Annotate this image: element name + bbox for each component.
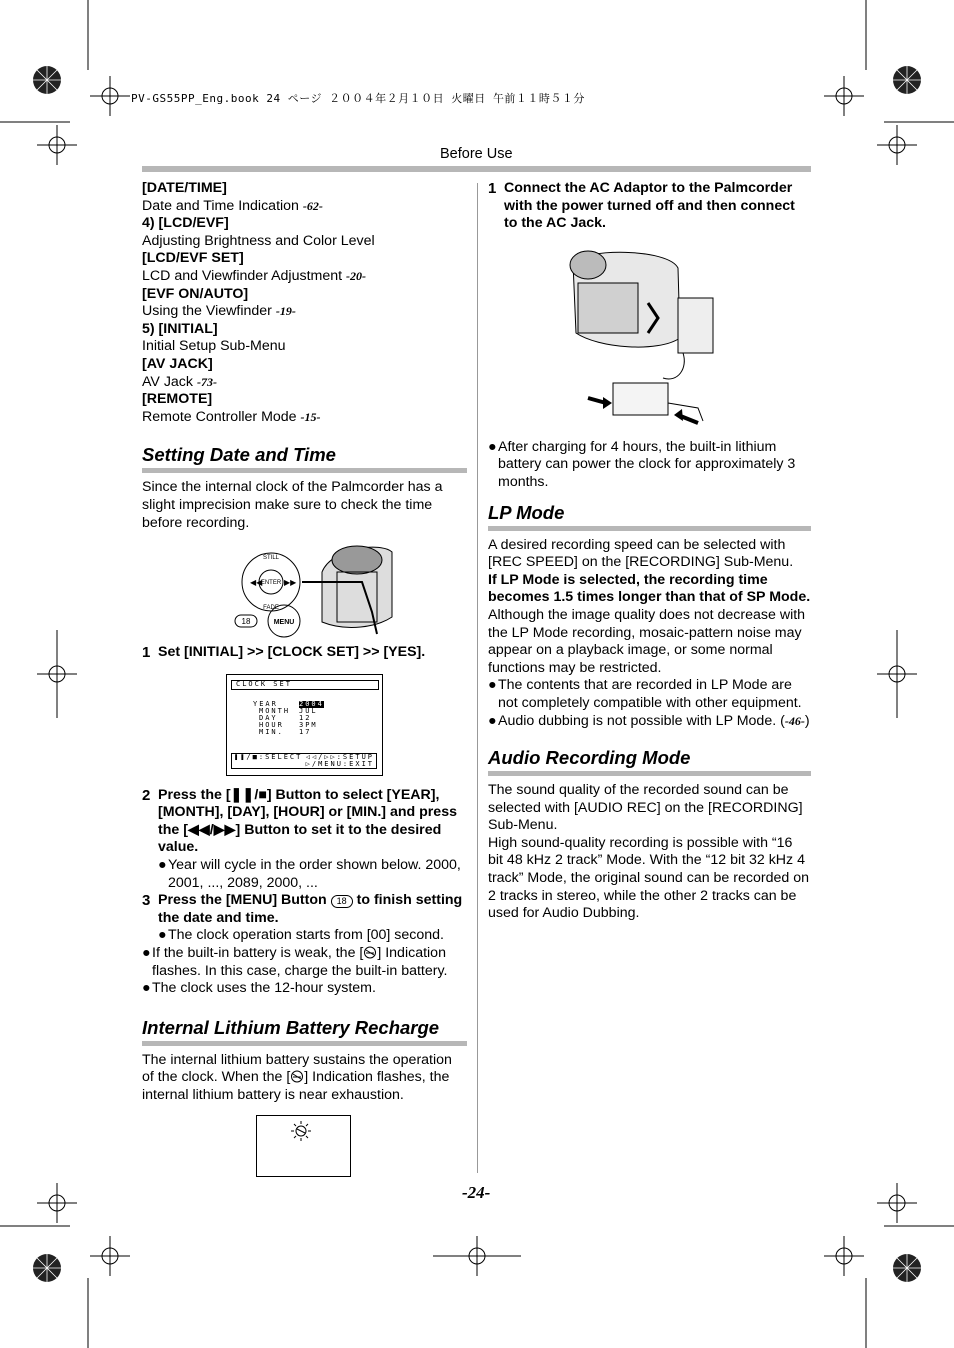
note-text-post: ] Indication flashes. In this case, charge the built-in battery. [152,945,448,979]
header-rule [142,166,811,172]
note-text: The contents that are recorded in LP Mode are not completely compatible with other equipment. [498,677,802,711]
section-heading: Audio Recording Mode [488,747,691,769]
button-number-label: 18 [241,617,251,627]
menu-item-description [142,198,467,216]
step-2-note: ● Year will cycle in the order shown below. 2000, 2001, ..., 2089, 2000, ... [142,857,467,892]
osd-rows [253,699,324,736]
step-number: 2 [142,786,151,804]
page-ref: -20- [346,268,367,283]
description-text: Remote Controller Mode [142,408,297,425]
step-text: Connect the AC Adaptor to the Palmcorder with the power turned off and then connect to the AC Jack. [504,180,795,232]
battery-weak-note: ● If the built-in battery is weak, the [ ] Indication flashes. In this case, charge the built-in battery. [142,945,448,979]
heading-rule [142,1041,467,1046]
ac-adaptor-illustration [488,243,811,433]
page-ref: -73- [196,374,217,389]
menu-item-description [142,374,467,392]
flashing-battery-icon [289,1120,313,1142]
osd-footer-exit: ▷/MENU:EXIT [305,759,374,768]
button-number-badge: 18 [331,895,353,908]
step-number: 1 [142,644,151,662]
osd-title: CLOCK SET [236,679,292,688]
description-text: Date and Time Indication [142,197,299,214]
heading-rule [488,771,811,776]
still-label: STILL [262,555,280,562]
setting-date-section [142,444,467,998]
lithium-text-pre: The internal lithium battery sustains the operation of the clock. When the [ [142,1051,452,1086]
right-column [488,180,811,923]
menu-item-label: [AV JACK] [142,355,213,372]
step-3 [142,892,467,927]
osd-footer-setup: ◁◁/▷▷:SETUP [305,752,374,761]
step-text-post: to finish setting the date and time. [158,892,463,926]
heading-rule [488,526,811,531]
menu-item-label: [REMOTE] [142,391,213,408]
lp-text: Although the image quality does not decrease with the LP Mode recording, mosaic-pattern noise may appear on a playback image, or some normal functions may be restricted. [488,606,806,676]
lp-intro: A desired recording speed can be selected with [REC SPEED] on the [RECORDING] Sub-Menu. [488,536,794,571]
audio-text-2: High sound-quality recording is possible with “16 bit 48 kHz 2 track” Mode. With the “12 bit 32 kHz 4 track” Mode, the original sound can be recorded on 2 tracks in stereo, while the other 2 tracks can be used for Audio Dubbing. [488,834,809,922]
rewind-icon: ◀◀ [250,578,263,588]
column-divider [477,183,478,1173]
osd-key: HOUR [259,720,284,729]
osd-key: DAY [259,713,278,722]
description-text: Using the Viewfinder [142,303,272,320]
step-text: Press the [❚❚/■] Button to select [YEAR], [MONTH], [DAY], [HOUR] or [MIN.] and press the [◀◀/▶▶] Button to set it to the desired value. [158,786,457,856]
forward-icon: ▶▶ [284,578,297,588]
note-text-pre: If the built-in battery is weak, the [ [152,945,364,962]
menu-item-description [142,268,467,286]
step-3-note: ● The clock operation starts from [00] second. [142,927,467,945]
page-ref: -62- [302,198,323,213]
menu-item-label: [DATE/TIME] [142,180,227,196]
note-text-pre: Audio dubbing is not possible with LP Mode. ( [498,712,785,729]
page-ref: -19- [275,304,296,319]
twelve-hour-note: ● The clock uses the 12-hour system. [142,980,467,998]
menu-item-description [142,303,467,321]
osd-value: JUL [299,706,318,715]
note-text: The clock operation starts from [00] second. [168,927,444,944]
audio-text-1: The sound quality of the recorded sound can be selected with [AUDIO REC] on the [RECORDING] Sub-Menu. [488,782,803,834]
osd-key: MONTH [259,706,291,715]
osd-value: 3PM [299,720,318,729]
step-text-pre: Press the [MENU] Button [158,892,327,909]
note-text: Year will cycle in the order shown below. 2000, 2001, ..., 2089, 2000, ... [168,857,461,891]
section-label: Before Use [440,146,513,162]
step-2 [142,787,467,857]
section-heading: LP Mode [488,501,565,523]
clock-set-screen [226,674,383,776]
menu-label: MENU [273,619,295,627]
osd-value: 17 [299,727,312,736]
osd-footer-select: ❚❚/■:SELECT [234,752,303,761]
description-text: LCD and Viewfinder Adjustment [142,267,343,284]
step-number: 3 [142,892,151,910]
osd-value: 2004 [299,699,324,708]
osd-title-bar [231,680,379,690]
step-text: Set [INITIAL] >> [CLOCK SET] >> [YES]. [158,644,426,661]
left-column [142,180,467,1177]
note-text-post: ) [804,712,810,729]
description-text: Initial Setup Sub-Menu [142,338,286,355]
section-heading: Setting Date and Time [142,444,336,466]
menu-item-description [142,409,467,427]
note-text: After charging for 4 hours, the built-in lithium battery can power the clock for approximately 3 months. [498,438,796,490]
menu-item-label: 5) [INITIAL] [142,320,218,337]
page-ref: -15- [300,409,321,424]
menu-item-label: [EVF ON/AUTO] [142,285,249,302]
ac-step-1 [488,180,811,233]
page-ref: -46- [784,713,805,728]
osd-row [259,727,312,736]
note-text: The clock uses the 12-hour system. [152,980,376,997]
lithium-section [142,1017,467,1177]
intro-text: Since the internal clock of the Palmcorder has a slight imprecision make sure to check the time before recording. [142,479,443,531]
osd-value: 12 [299,713,312,722]
enter-label: ENTER [260,580,282,587]
camera-control-illustration [142,542,467,640]
menu-item-description [142,338,467,356]
print-header: PV-GS55PP_Eng.book 24 ページ ２００４年２月１０日 火曜日 午前１１時５１分 [131,92,585,105]
osd-key: YEAR [253,699,278,708]
lithium-indication-screen [256,1115,351,1177]
menu-item-label: 4) [LCD/EVF] [142,215,229,232]
lithium-text-post: ] Indication flashes, the internal lithium battery is near exhaustion. [142,1069,450,1103]
section-heading: Internal Lithium Battery Recharge [142,1016,440,1038]
page-number: -24- [462,1183,491,1202]
menu-item-label: [LCD/EVF SET] [142,250,244,267]
osd-footer [231,753,377,769]
menu-list [142,180,467,426]
fade-label: FADE [263,605,279,612]
audio-section [488,747,811,923]
charging-note: ● After charging for 4 hours, the built-in lithium battery can power the clock for approximately 3 months. [488,439,811,492]
lp-bullet-2: ● Audio dubbing is not possible with LP Mode. (-46-) [488,712,810,729]
lp-bullet-1: ● The contents that are recorded in LP Mode are not completely compatible with other equipment. [488,677,811,712]
lithium-battery-icon [290,1070,304,1083]
lp-mode-section [488,502,811,731]
step-number: 1 [488,180,497,197]
heading-rule [142,468,467,473]
lithium-battery-icon [363,946,377,959]
osd-key: MIN. [259,727,284,736]
description-text: AV Jack [142,373,193,390]
menu-item-description [142,233,467,251]
lp-bold: If LP Mode is selected, the recording time becomes 1.5 times longer than that of SP Mode. [488,571,811,606]
step-1 [142,644,467,662]
description-text: Adjusting Brightness and Color Level [142,232,375,249]
